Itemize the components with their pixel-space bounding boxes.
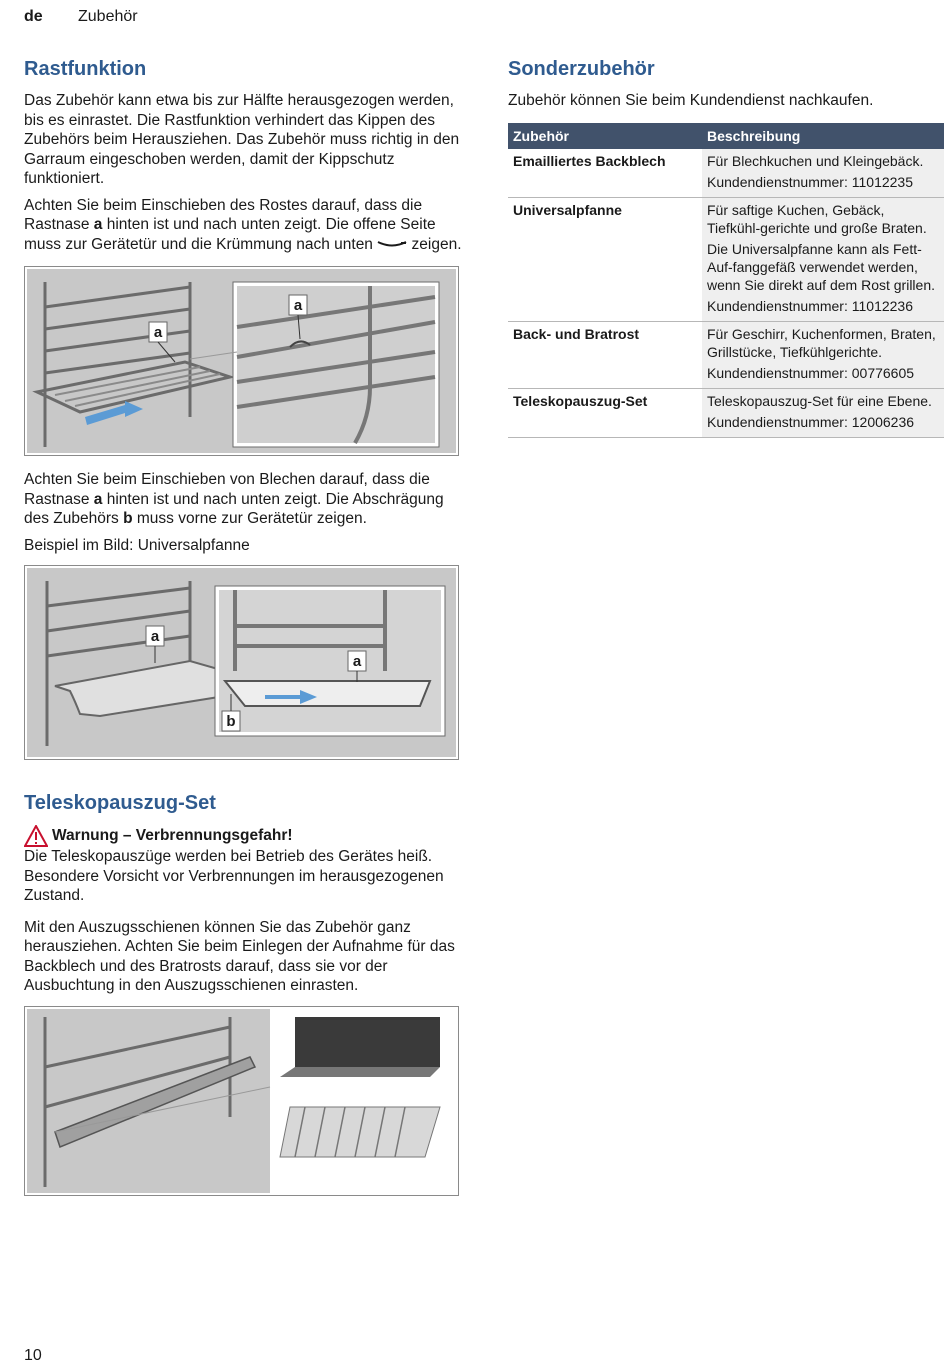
desc-line: Für Blechkuchen und Kleingebäck.: [707, 152, 924, 169]
table-header-beschreibung: Beschreibung: [702, 123, 944, 149]
warning-icon: [24, 825, 48, 847]
figure-blech-insertion: [24, 565, 459, 760]
figure-teleskop: [24, 1006, 459, 1196]
blech-paragraph: [24, 470, 462, 529]
figure-rost-insertion: [24, 266, 459, 456]
row-name: Universalpfanne: [513, 201, 622, 218]
rastfunktion-paragraph: Das Zubehör kann etwa bis zur Hälfte herausgezogen werden, bis es einrastet. Die Rastfunktion verhindert das Kippen des Zubehörs beim Herausziehen. Das Zubehör muss richtig in den Garraum eingeschoben werden, damit der Kippschutz funktioniert.: [24, 92, 460, 187]
fig1-label-a-main: a: [153, 324, 163, 341]
rastfunktion-heading: Rastfunktion: [24, 58, 147, 80]
warning-title: [24, 825, 462, 847]
marker-a: a: [93, 216, 103, 233]
table-row: [508, 388, 944, 437]
rost-illustration: [25, 267, 458, 455]
warning-text: Die Teleskopauszüge werden bei Betrieb des Gerätes heiß. Besondere Vorsicht vor Verbrennungen im herausgezogenen Zustand.: [24, 848, 444, 904]
fig1-label-a-detail: a: [293, 297, 303, 314]
teleskop-heading: Teleskopauszug-Set: [24, 792, 216, 814]
marker-a-2: a: [93, 490, 103, 508]
sonderzubehoer-heading: Sonderzubehör: [508, 58, 655, 80]
desc-line: Kundendienstnummer: 00776605: [707, 364, 915, 381]
page-number: 10: [24, 1347, 42, 1364]
curvature-icon: [377, 239, 407, 249]
blech-text-2: hinten ist und nach unten zeigt. Die Abschrägung des Zubehörs: [24, 490, 444, 527]
desc-line: Für saftige Kuchen, Gebäck, Tiefkühl-gerichte und große Braten.: [707, 201, 927, 236]
table-row: [508, 321, 944, 388]
sonderzubehoer-intro: Zubehör können Sie beim Kundendienst nachkaufen.: [508, 92, 874, 109]
warning-heading: Warnung – Verbrennungsgefahr!: [52, 827, 293, 844]
desc-line: Die Universalpfanne kann als Fett-Auf-fanggefäß verwendet werden, wenn Sie direkt auf dem Rost grillen.: [707, 240, 935, 293]
desc-line: Für Geschirr, Kuchenformen, Braten, Grillstücke, Tiefkühlgerichte.: [707, 325, 936, 360]
language-code: de: [24, 8, 43, 25]
marker-b: b: [123, 510, 133, 527]
fig2-label-a-main: a: [150, 628, 160, 645]
left-column: [24, 58, 462, 1196]
row-description: [702, 149, 944, 198]
desc-line: Teleskopauszug-Set für eine Ebene.: [707, 392, 932, 409]
blech-text-3: muss vorne zur Gerätetür zeigen.: [132, 510, 367, 527]
desc-line: Kundendienstnummer: 12006236: [707, 413, 915, 430]
blech-text-1: Achten Sie beim Einschieben von Blechen darauf, dass die Rastnase: [24, 471, 430, 508]
fig2-label-b: b: [226, 713, 236, 730]
rost-text-2: hinten ist und nach unten zeigt. Die offene Seite muss zur Gerätetür und die Krümmung nach unten: [24, 216, 436, 253]
row-description: [702, 388, 944, 437]
desc-line: Kundendienstnummer: 11012235: [707, 173, 914, 190]
row-description: [702, 197, 944, 321]
teleskop-paragraph: Mit den Auszugsschienen können Sie das Zubehör ganz herausziehen. Achten Sie beim Einlegen der Aufnahme für das Backblech und des Bratrosts darauf, dass sie vor der Ausbuchtung in den Auszugsschienen einrasten.: [24, 918, 455, 994]
section-title: Zubehör: [78, 8, 138, 25]
page-header: [24, 8, 138, 26]
rost-paragraph: [24, 196, 462, 255]
row-description: [702, 321, 944, 388]
rost-text-1: Achten Sie beim Einschieben des Rostes darauf, dass die Rastnase: [24, 196, 423, 233]
table-row: [508, 197, 944, 321]
row-name: Teleskopauszug-Set: [513, 392, 648, 409]
table-row: [508, 149, 944, 198]
rost-text-3: zeigen.: [407, 235, 462, 253]
row-name: Emailliertes Backblech: [513, 152, 666, 169]
fig2-label-a-detail: a: [352, 653, 362, 670]
accessory-table: [508, 123, 944, 438]
example-caption: Beispiel im Bild: Universalpfanne: [24, 536, 250, 554]
right-column: [508, 58, 944, 438]
blech-illustration: [25, 566, 458, 759]
desc-line: Kundendienstnummer: 11012236: [707, 297, 914, 314]
teleskop-illustration: [25, 1007, 458, 1195]
row-name: Back- und Bratrost: [513, 325, 640, 342]
table-header-zubehoer: Zubehör: [508, 123, 702, 149]
